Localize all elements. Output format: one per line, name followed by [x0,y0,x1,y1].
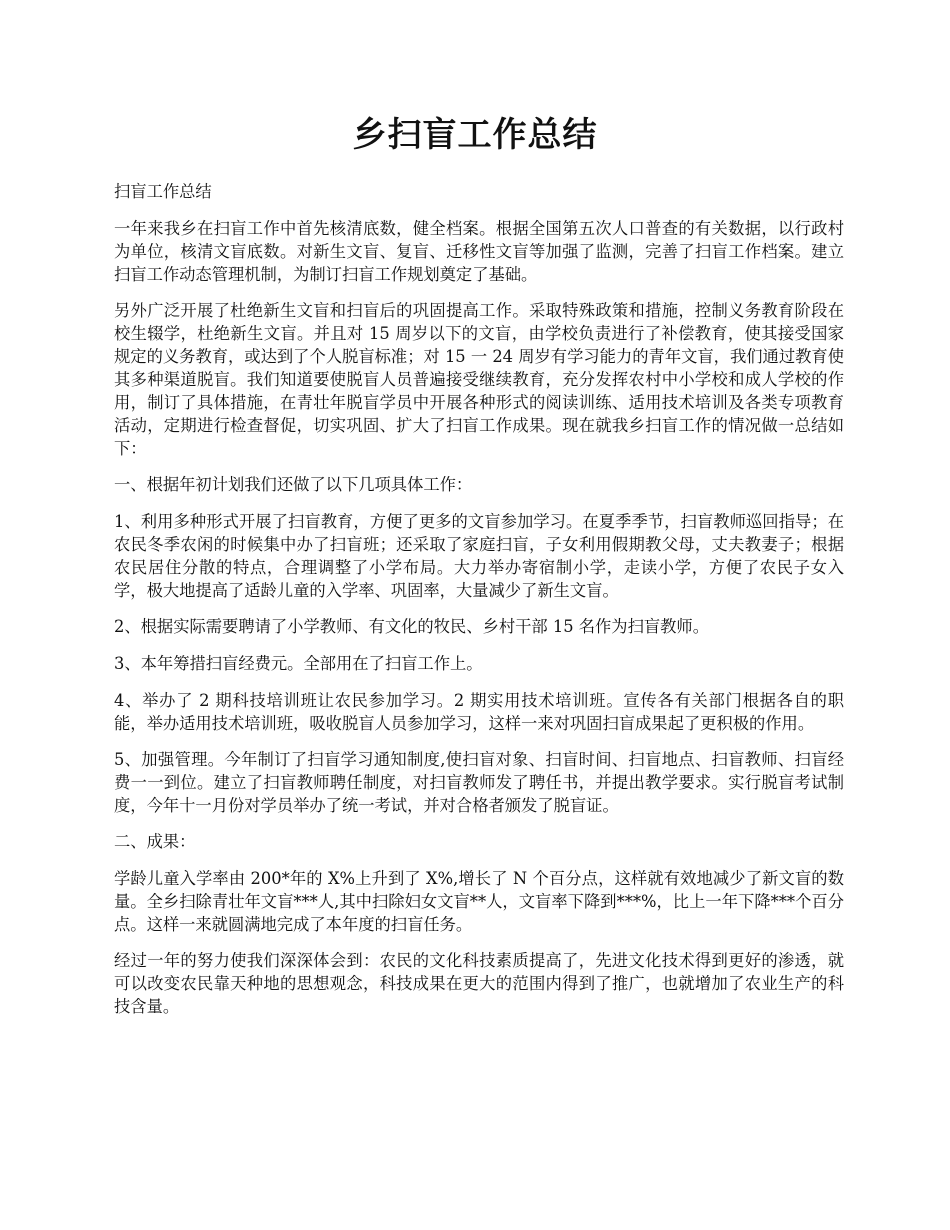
paragraph-item-3: 3、本年筹措扫盲经费元。全部用在了扫盲工作上。 [114,654,483,673]
section-heading-results: 二、成果： [114,832,196,851]
paragraph-archive: 一年来我乡在扫盲工作中首先核清底数，健全档案。根据全国第五次人口普查的有关数据，以行政村为单位，核清文盲底数。对新生文盲、复盲、迁移性文盲等加强了监测，完善了扫盲工作档案。建立扫盲工作动态管理机制，为制订扫盲工作规划奠定了基础。 [114,219,844,284]
section-heading-work: 一、根据年初计划我们还做了以下几项具体工作： [114,475,473,494]
paragraph-item-4: 4、举办了 2 期科技培训班让农民参加学习。2 期实用技术培训班。宣传各有关部门根据各自的职能，举办适用技术培训班，吸收脱盲人员参加学习，这样一来对巩固扫盲成果起了更积极的作用。 [114,691,844,733]
paragraph-item-1: 1、利用多种形式开展了扫盲教育，方便了更多的文盲参加学习。在夏季季节，扫盲教师巡回指导；在农民冬季农闲的时候集中办了扫盲班；还采取了家庭扫盲，子女利用假期教父母，丈夫教妻子；根据农民居住分散的特点，合理调整了小学布局。大力举办寄宿制小学，走读小学，方便了农民子女入学，极大地提高了适龄儿童的入学率、巩固率，大量减少了新生文盲。 [114,512,844,600]
paragraph-conclusion: 经过一年的努力使我们深深体会到：农民的文化科技素质提高了，先进文化技术得到更好的渗透，就可以改变农民靠天种地的思想观念，科技成果在更大的范围内得到了推广，也就增加了农业生产的科技含量。 [114,951,844,1016]
document-title: 乡扫盲工作总结 [352,115,598,155]
document-body [114,180,844,1031]
paragraph-results: 学龄儿童入学率由 200*年的 X%上升到了 X%,增长了 N 个百分点，这样就有效地减少了新文盲的数量。全乡扫除青壮年文盲***人,其中扫除妇女文盲**人，文盲率下降到***%，比上一年下降***个百分点。这样一来就圆满地完成了本年度的扫盲任务。 [114,869,844,934]
paragraph-item-5: 5、加强管理。今年制订了扫盲学习通知制度,使扫盲对象、扫盲时间、扫盲地点、扫盲教师、扫盲经费一一到位。建立了扫盲教师聘任制度，对扫盲教师发了聘任书，并提出教学要求。实行脱盲考试制度，今年十一月份对学员举办了统一考试，并对合格者颁发了脱盲证。 [114,750,844,815]
paragraph-item-2: 2、根据实际需要聘请了小学教师、有文化的牧民、乡村干部 15 名作为扫盲教师。 [114,617,709,636]
document-subtitle: 扫盲工作总结 [114,182,212,201]
paragraph-consolidation: 另外广泛开展了杜绝新生文盲和扫盲后的巩固提高工作。采取特殊政策和措施，控制义务教育阶段在校生辍学，杜绝新生文盲。并且对 15 周岁以下的文盲，由学校负责进行了补偿教育，使其接受国家规定的义务教育，或达到了个人脱盲标准；对 15 一 24 周岁有学习能力的青年文盲，我们通过教育使其多种渠道脱盲。我们知道要使脱盲人员普遍接受继续教育，充分发挥农村中小学校和成人学校的作用，制订了具体措施，在青壮年脱盲学员中开展各种形式的阅读训练、适用技术培训及各类专项教育活动，定期进行检查督促，切实巩固、扩大了扫盲工作成果。现在就我乡扫盲工作的情况做一总结如下： [114,301,844,458]
